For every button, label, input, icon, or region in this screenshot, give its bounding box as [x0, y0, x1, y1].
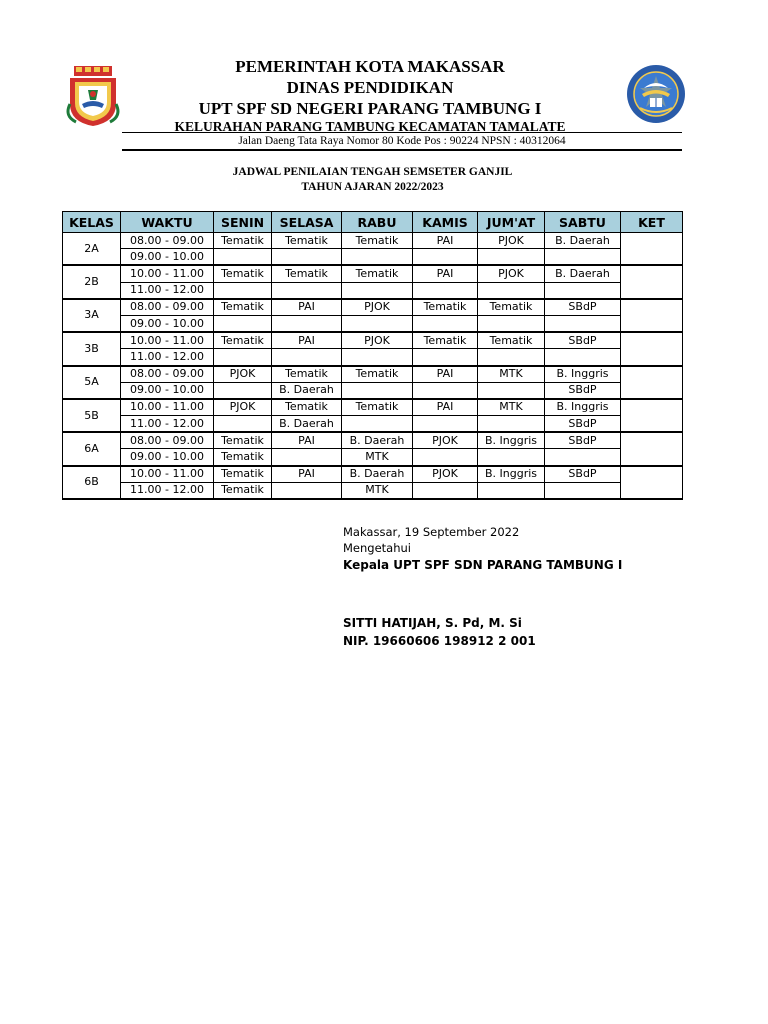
table-row — [63, 432, 683, 449]
table-row — [63, 382, 683, 399]
table-row — [63, 349, 683, 366]
subject-cell: B. Inggris — [478, 466, 545, 483]
letterhead-text — [140, 56, 600, 135]
subject-cell: Tematik — [272, 233, 342, 249]
school-name: UPT SPF SD NEGERI PARANG TAMBUNG I — [198, 99, 542, 118]
subject-cell: PAI — [413, 265, 478, 282]
column-header: JUM'AT — [478, 212, 545, 233]
subject-cell: PJOK — [413, 432, 478, 449]
subject-cell: PAI — [272, 432, 342, 449]
note-cell — [621, 299, 683, 332]
subject-cell: B. Daerah — [272, 382, 342, 399]
class-cell: 5A — [63, 366, 121, 399]
school-address: Jalan Daeng Tata Raya Nomor 80 Kode Pos : 90224 NPSN : 40312064 — [238, 135, 566, 147]
subject-cell — [478, 249, 545, 266]
note-cell — [621, 399, 683, 432]
subject-cell — [214, 249, 272, 266]
makassar-city-emblem-icon — [66, 64, 120, 128]
table-row — [63, 299, 683, 316]
column-header: SENIN — [214, 212, 272, 233]
place-date: Makassar, 19 September 2022 — [343, 525, 520, 539]
table-row — [63, 282, 683, 299]
column-header: RABU — [342, 212, 413, 233]
subject-cell — [342, 249, 413, 266]
subject-cell: B. Daerah — [342, 432, 413, 449]
column-header: SABTU — [545, 212, 621, 233]
subject-cell: MTK — [478, 399, 545, 416]
subject-cell — [342, 416, 413, 433]
subject-cell — [478, 349, 545, 366]
subject-cell — [413, 382, 478, 399]
document-title — [140, 165, 605, 195]
column-header: WAKTU — [121, 212, 214, 233]
subject-cell: PAI — [272, 332, 342, 349]
signature-block — [343, 524, 673, 650]
table-row — [63, 249, 683, 266]
subject-cell: Tematik — [272, 265, 342, 282]
subject-cell: PJOK — [342, 332, 413, 349]
subject-cell — [545, 315, 621, 332]
table-row — [63, 416, 683, 433]
table-header-row — [63, 212, 683, 233]
subject-cell — [342, 315, 413, 332]
column-header: SELASA — [272, 212, 342, 233]
time-cell: 09.00 - 10.00 — [121, 249, 214, 266]
column-header: KET — [621, 212, 683, 233]
subject-cell: Tematik — [214, 466, 272, 483]
class-cell: 6B — [63, 466, 121, 499]
subject-cell — [272, 249, 342, 266]
subject-cell: Tematik — [214, 265, 272, 282]
subject-cell: MTK — [342, 482, 413, 499]
subject-cell — [478, 382, 545, 399]
subject-cell: B. Daerah — [545, 233, 621, 249]
letterhead-rule-bottom — [122, 149, 682, 151]
title-line-2: TAHUN AJARAN 2022/2023 — [301, 181, 444, 193]
subject-cell — [272, 449, 342, 466]
subject-cell — [478, 449, 545, 466]
subject-cell: B. Daerah — [545, 265, 621, 282]
subject-cell: Tematik — [413, 299, 478, 316]
subject-cell — [272, 482, 342, 499]
title-line-1: JADWAL PENILAIAN TENGAH SEMSETER GANJIL — [232, 166, 513, 178]
subject-cell: Tematik — [478, 299, 545, 316]
note-cell — [621, 366, 683, 399]
subject-cell — [214, 416, 272, 433]
subject-cell: PJOK — [214, 399, 272, 416]
subject-cell — [545, 282, 621, 299]
subject-cell: Tematik — [214, 449, 272, 466]
subject-cell: MTK — [342, 449, 413, 466]
subject-cell: Tematik — [214, 482, 272, 499]
subject-cell — [272, 282, 342, 299]
column-header: KELAS — [63, 212, 121, 233]
subject-cell: SBdP — [545, 416, 621, 433]
time-cell: 08.00 - 09.00 — [121, 366, 214, 383]
subject-cell — [545, 449, 621, 466]
time-cell: 09.00 - 10.00 — [121, 382, 214, 399]
subject-cell: Tematik — [214, 432, 272, 449]
class-cell: 5B — [63, 399, 121, 432]
subject-cell: PAI — [413, 233, 478, 249]
class-cell: 6A — [63, 432, 121, 465]
subject-cell — [478, 282, 545, 299]
time-cell: 10.00 - 11.00 — [121, 265, 214, 282]
tut-wuri-handayani-emblem-icon — [626, 64, 686, 124]
time-cell: 08.00 - 09.00 — [121, 299, 214, 316]
subject-cell: MTK — [478, 366, 545, 383]
note-cell — [621, 466, 683, 499]
time-cell: 11.00 - 12.00 — [121, 482, 214, 499]
signer-role: Kepala UPT SPF SDN PARANG TAMBUNG I — [343, 558, 623, 572]
subject-cell — [413, 249, 478, 266]
subject-cell — [214, 349, 272, 366]
subject-cell — [272, 315, 342, 332]
signer-nip: NIP. 19660606 198912 2 001 — [343, 634, 536, 648]
subject-cell: SBdP — [545, 332, 621, 349]
letterhead — [0, 56, 768, 156]
table-row — [63, 466, 683, 483]
subject-cell: PAI — [413, 366, 478, 383]
letterhead-rule-top — [122, 132, 682, 133]
note-cell — [621, 432, 683, 465]
subject-cell: PJOK — [478, 233, 545, 249]
subject-cell: PJOK — [478, 265, 545, 282]
subject-cell: SBdP — [545, 299, 621, 316]
schedule-table — [62, 211, 683, 500]
note-cell — [621, 233, 683, 266]
subject-cell: Tematik — [342, 233, 413, 249]
signer-name: SITTI HATIJAH, S. Pd, M. Si — [343, 616, 522, 630]
subject-cell: Tematik — [342, 366, 413, 383]
subject-cell: Tematik — [214, 332, 272, 349]
column-header: KAMIS — [413, 212, 478, 233]
time-cell: 09.00 - 10.00 — [121, 315, 214, 332]
subject-cell: B. Inggris — [545, 366, 621, 383]
table-row — [63, 482, 683, 499]
subject-cell — [478, 482, 545, 499]
time-cell: 08.00 - 09.00 — [121, 233, 214, 249]
subject-cell — [545, 349, 621, 366]
subject-cell — [545, 482, 621, 499]
subject-cell: B. Daerah — [272, 416, 342, 433]
subject-cell: PJOK — [342, 299, 413, 316]
subject-cell — [413, 416, 478, 433]
class-cell: 2A — [63, 233, 121, 266]
class-cell: 2B — [63, 265, 121, 298]
subject-cell: Tematik — [214, 233, 272, 249]
table-row — [63, 265, 683, 282]
subject-cell: B. Inggris — [545, 399, 621, 416]
subject-cell — [413, 482, 478, 499]
time-cell: 10.00 - 11.00 — [121, 332, 214, 349]
time-cell: 11.00 - 12.00 — [121, 416, 214, 433]
subject-cell: SBdP — [545, 432, 621, 449]
subject-cell: Tematik — [413, 332, 478, 349]
time-cell: 08.00 - 09.00 — [121, 432, 214, 449]
subject-cell — [272, 349, 342, 366]
subject-cell — [214, 382, 272, 399]
table-row — [63, 449, 683, 466]
subject-cell: Tematik — [342, 399, 413, 416]
subject-cell — [545, 249, 621, 266]
subject-cell: Tematik — [342, 265, 413, 282]
subject-cell — [342, 282, 413, 299]
table-row — [63, 399, 683, 416]
subject-cell — [214, 315, 272, 332]
subject-cell: PAI — [272, 466, 342, 483]
subject-cell: PJOK — [214, 366, 272, 383]
subject-cell: SBdP — [545, 382, 621, 399]
subject-cell — [342, 349, 413, 366]
time-cell: 11.00 - 12.00 — [121, 349, 214, 366]
subject-cell: Tematik — [272, 366, 342, 383]
table-row — [63, 233, 683, 249]
subject-cell: Tematik — [272, 399, 342, 416]
department-name: DINAS PENDIDIKAN — [286, 78, 454, 97]
table-row — [63, 315, 683, 332]
subject-cell — [413, 315, 478, 332]
class-cell: 3A — [63, 299, 121, 332]
class-cell: 3B — [63, 332, 121, 365]
note-cell — [621, 332, 683, 365]
time-cell: 09.00 - 10.00 — [121, 449, 214, 466]
subject-cell: SBdP — [545, 466, 621, 483]
subject-cell: PAI — [272, 299, 342, 316]
time-cell: 10.00 - 11.00 — [121, 399, 214, 416]
school-location: KELURAHAN PARANG TAMBUNG KECAMATAN TAMALATE — [174, 119, 566, 134]
subject-cell: B. Daerah — [342, 466, 413, 483]
table-body — [63, 233, 683, 500]
time-cell: 11.00 - 12.00 — [121, 282, 214, 299]
table-row — [63, 366, 683, 383]
note-cell — [621, 265, 683, 298]
subject-cell — [214, 282, 272, 299]
time-cell: 10.00 - 11.00 — [121, 466, 214, 483]
subject-cell: Tematik — [214, 299, 272, 316]
subject-cell — [342, 382, 413, 399]
subject-cell: PAI — [413, 399, 478, 416]
subject-cell: PJOK — [413, 466, 478, 483]
acknowledged-label: Mengetahui — [343, 541, 411, 555]
subject-cell: Tematik — [478, 332, 545, 349]
subject-cell: B. Inggris — [478, 432, 545, 449]
subject-cell — [413, 282, 478, 299]
government-name: PEMERINTAH KOTA MAKASSAR — [235, 57, 505, 76]
subject-cell — [413, 349, 478, 366]
subject-cell — [478, 416, 545, 433]
subject-cell — [413, 449, 478, 466]
subject-cell — [478, 315, 545, 332]
table-row — [63, 332, 683, 349]
